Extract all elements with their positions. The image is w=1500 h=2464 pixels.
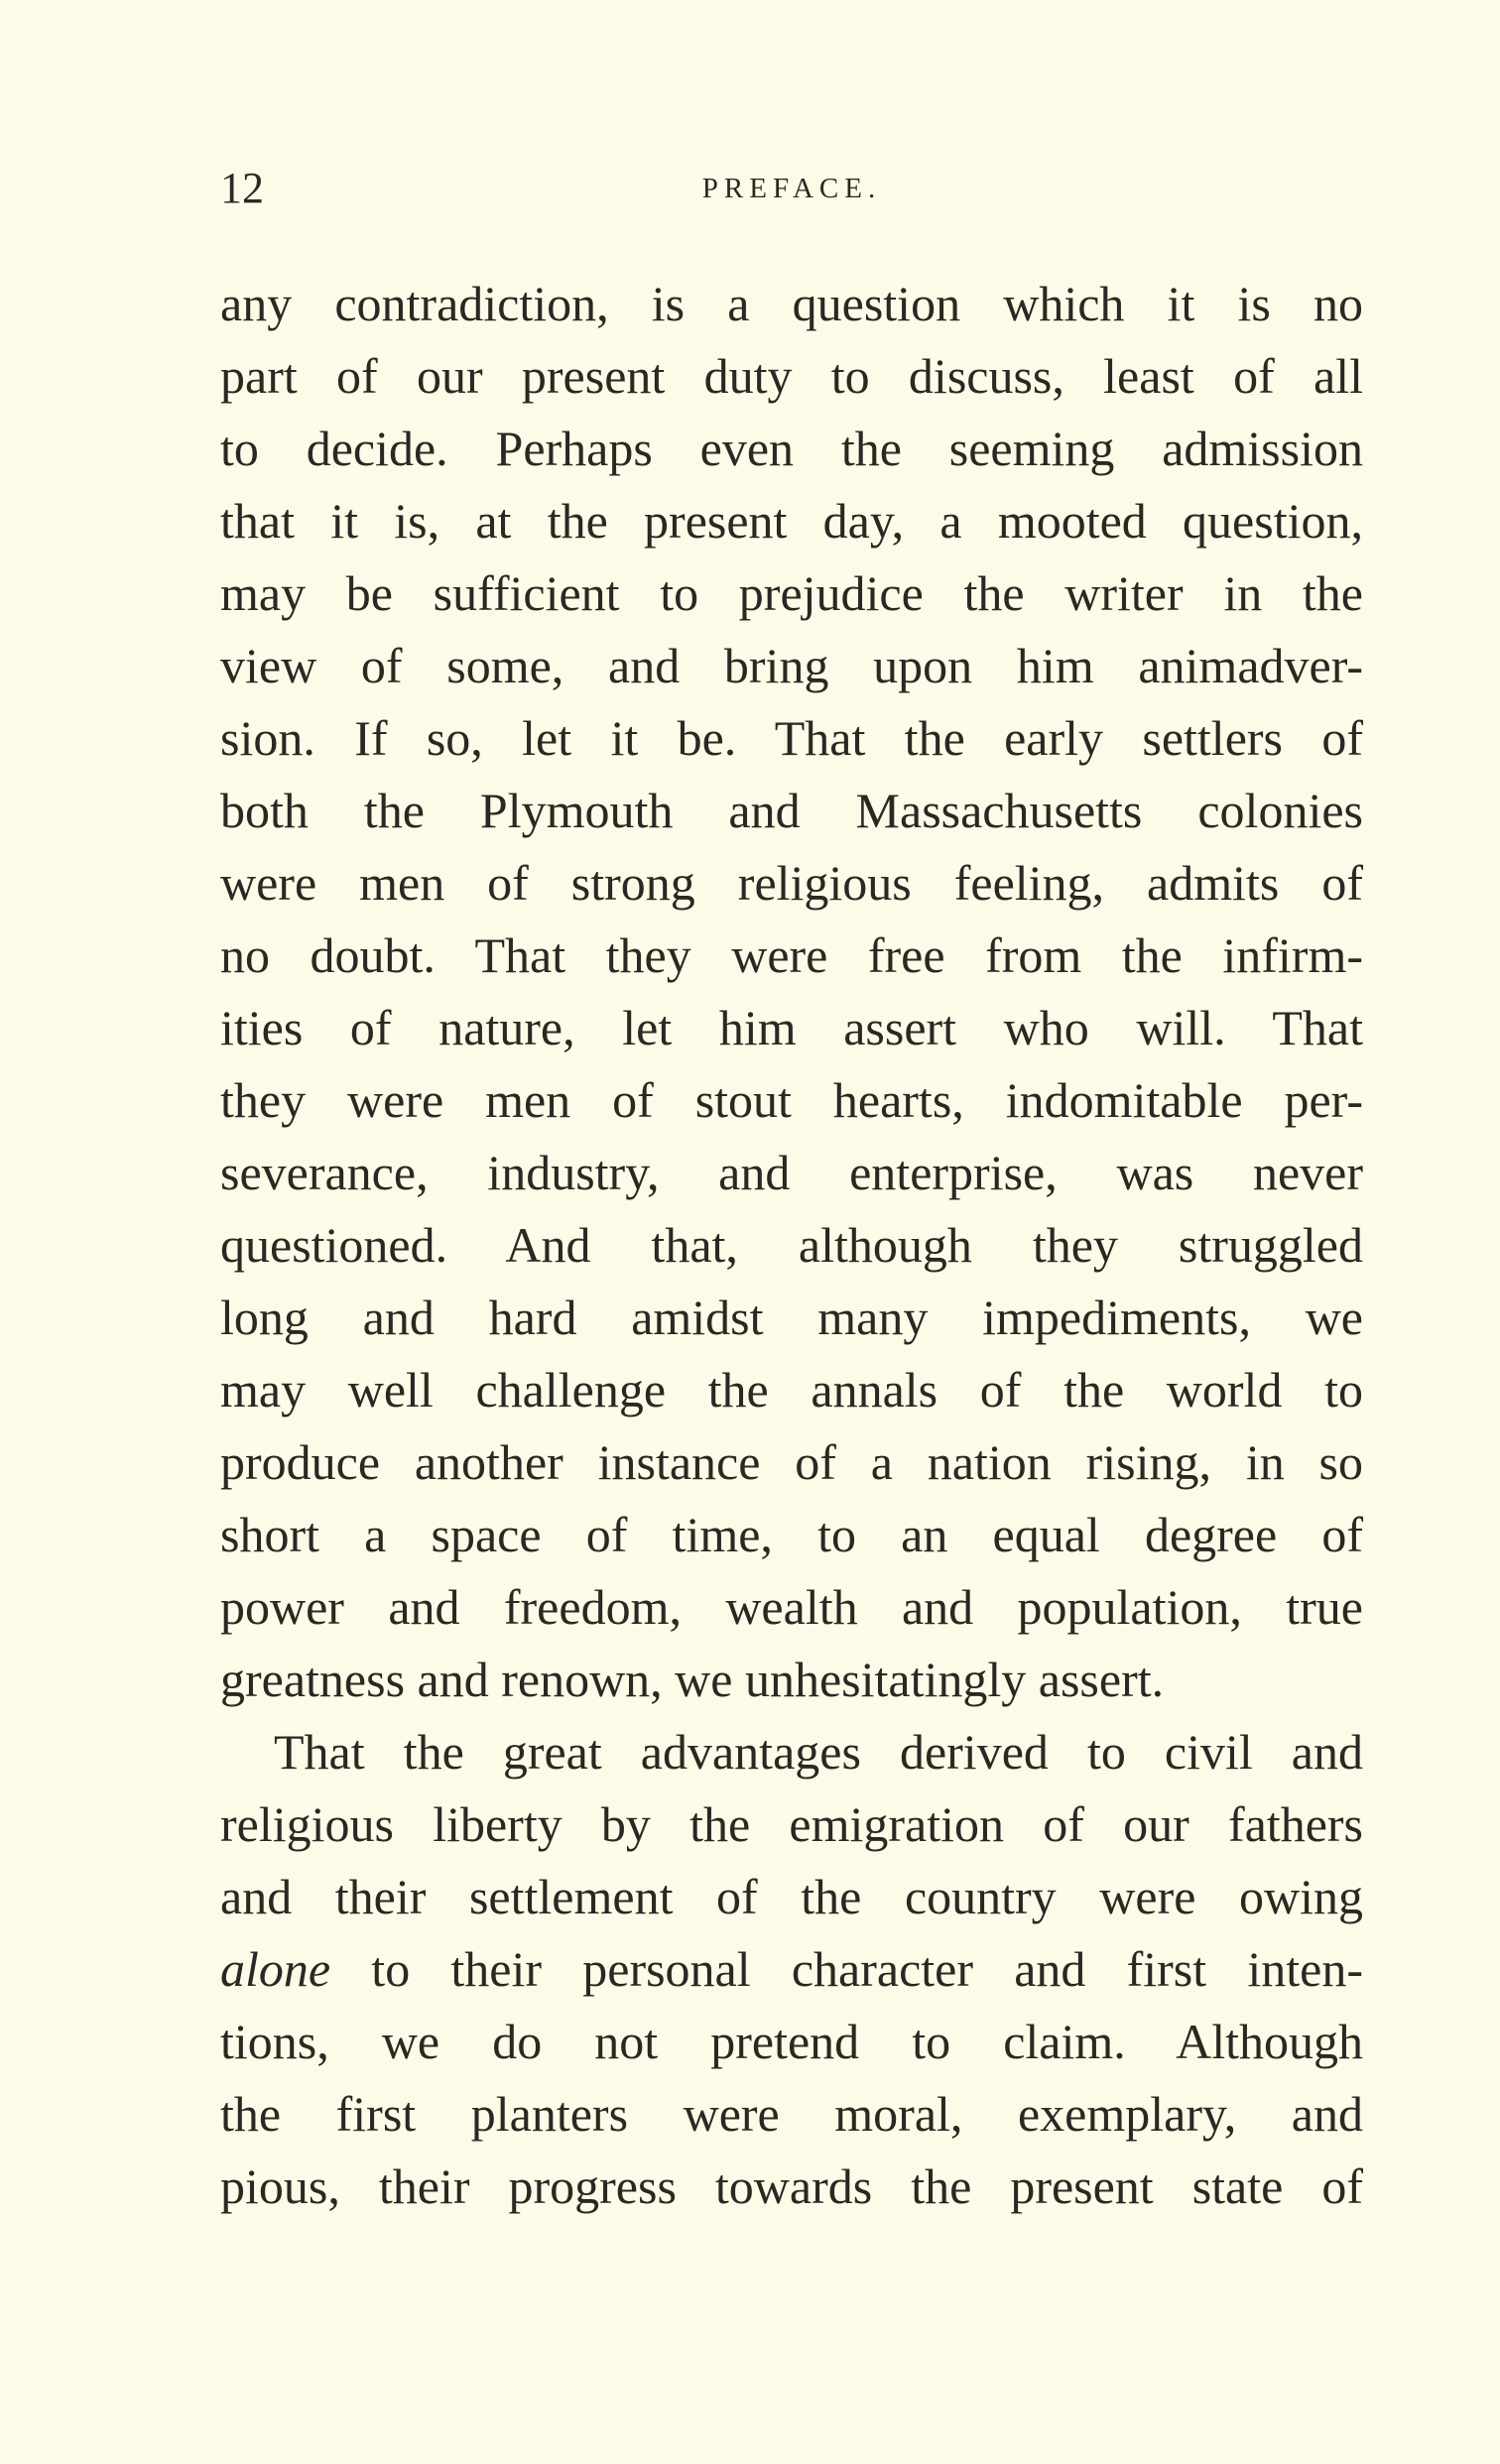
text-line: part of our present duty to discuss, least of all: [220, 348, 1363, 404]
text-line: may well challenge the annals of the world to: [220, 1362, 1363, 1417]
page-number: 12: [220, 164, 264, 212]
text-line: any contradiction, is a question which it is no: [220, 276, 1363, 331]
text-line: power and freedom, wealth and population, true: [220, 1579, 1363, 1635]
text-line-remainder: to their personal character and first inten-: [330, 1941, 1363, 1997]
paragraph-end-line: greatness and renown, we unhesitatingly assert.: [220, 1652, 1165, 1707]
paragraph-start-line: That the great advantages derived to civil and: [274, 1724, 1363, 1780]
text-line: religious liberty by the emigration of our fathers: [220, 1796, 1363, 1852]
text-line: to decide. Perhaps even the seeming admission: [220, 421, 1363, 476]
text-line: were men of strong religious feeling, admits of: [220, 855, 1363, 911]
text-line: view of some, and bring upon him animadver-: [220, 638, 1363, 693]
running-head: [220, 159, 1363, 218]
text-line-with-italic: [220, 1933, 1363, 2006]
text-line: no doubt. That they were free from the infirm-: [220, 927, 1363, 983]
body-text: [220, 268, 1363, 2223]
text-line: that it is, at the present day, a mooted question,: [220, 493, 1363, 549]
text-line: the first planters were moral, exemplary, and: [220, 2086, 1363, 2142]
text-line: long and hard amidst many impediments, we: [220, 1290, 1363, 1345]
text-line: pious, their progress towards the present state of: [220, 2158, 1363, 2214]
running-title: PREFACE.: [701, 173, 882, 204]
text-line: ities of nature, let him assert who will. That: [220, 1000, 1363, 1055]
text-line: produce another instance of a nation rising, in so: [220, 1434, 1363, 1490]
text-line: tions, we do not pretend to claim. Although: [220, 2014, 1363, 2069]
text-line: both the Plymouth and Massachusetts colonies: [220, 783, 1363, 838]
text-line: severance, industry, and enterprise, was never: [220, 1145, 1363, 1200]
text-line: and their settlement of the country were owing: [220, 1869, 1363, 1924]
text-line: short a space of time, to an equal degree of: [220, 1507, 1363, 1562]
text-line: they were men of stout hearts, indomitable per-: [220, 1072, 1363, 1128]
text-line: sion. If so, let it be. That the early settlers of: [220, 710, 1363, 766]
text-line: may be sufficient to prejudice the writer in the: [220, 565, 1363, 621]
text-line: questioned. And that, although they struggled: [220, 1217, 1363, 1273]
italic-word: alone: [220, 1941, 331, 1997]
